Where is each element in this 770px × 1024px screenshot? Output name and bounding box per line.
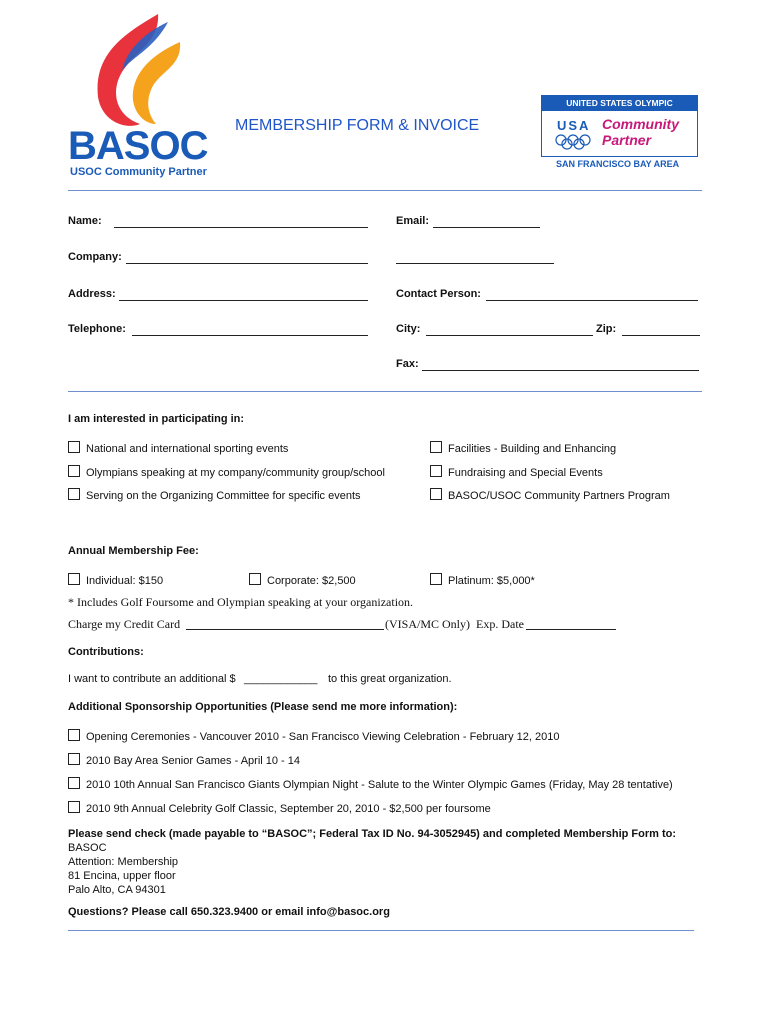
fee-note: * Includes Golf Foursome and Olympian speaking at your organization. bbox=[68, 595, 414, 609]
interest-label: Serving on the Organizing Committee for specific events bbox=[86, 490, 361, 502]
email-field[interactable] bbox=[433, 227, 540, 228]
sponsorship-checkbox[interactable] bbox=[68, 729, 80, 741]
fax-field[interactable] bbox=[422, 370, 699, 371]
interest-checkbox[interactable] bbox=[68, 488, 80, 500]
usa-community-partner-badge bbox=[541, 95, 698, 157]
sponsorship-checkbox[interactable] bbox=[68, 777, 80, 789]
badge-partner-text: Partner bbox=[602, 132, 652, 148]
interest-label: Olympians speaking at my company/community group/school bbox=[86, 467, 385, 479]
contact-person-field[interactable] bbox=[486, 300, 698, 301]
email-field-continued[interactable] bbox=[396, 263, 554, 264]
zip-label: Zip: bbox=[596, 323, 617, 335]
badge-top-text: UNITED STATES OLYMPIC bbox=[542, 96, 697, 111]
sponsorship-checkbox[interactable] bbox=[68, 801, 80, 813]
badge-bottom-text: SAN FRANCISCO BAY AREA bbox=[556, 159, 680, 169]
sponsorship-label: Opening Ceremonies - Vancouver 2010 - San Francisco Viewing Celebration - February 12, 2010 bbox=[86, 731, 560, 743]
sponsorship-label: 2010 Bay Area Senior Games - April 10 - 14 bbox=[86, 755, 301, 767]
fee-option-label: Platinum: $5,000* bbox=[448, 575, 535, 587]
city-field[interactable] bbox=[426, 335, 593, 336]
contribution-amount-field[interactable]: ____________ bbox=[244, 673, 318, 685]
contribution-text-after: to this great organization. bbox=[328, 673, 452, 685]
telephone-field[interactable] bbox=[132, 335, 368, 336]
fee-checkbox[interactable] bbox=[68, 573, 80, 585]
contributions-heading: Contributions: bbox=[68, 646, 144, 658]
credit-card-suffix: (VISA/MC Only) bbox=[385, 617, 471, 631]
sponsorship-label: 2010 9th Annual Celebrity Golf Classic, September 20, 2010 - $2,500 per foursome bbox=[86, 803, 491, 815]
mailing-address-line: Attention: Membership bbox=[68, 856, 179, 868]
fee-heading: Annual Membership Fee: bbox=[68, 545, 199, 557]
company-field[interactable] bbox=[126, 263, 368, 264]
mailing-address-line: 81 Encina, upper floor bbox=[68, 870, 176, 882]
fee-option-label: Individual: $150 bbox=[86, 575, 164, 587]
page-title: MEMBERSHIP FORM & INVOICE bbox=[235, 117, 480, 134]
badge-community-text: Community bbox=[602, 116, 679, 132]
fee-option-label: Corporate: $2,500 bbox=[267, 575, 356, 587]
olympic-rings-icon bbox=[554, 134, 598, 150]
name-label: Name: bbox=[68, 215, 102, 227]
credit-card-field[interactable] bbox=[186, 629, 384, 630]
badge-usa-text: USA bbox=[557, 118, 591, 133]
basoc-flame-logo-icon bbox=[88, 12, 188, 132]
interest-checkbox[interactable] bbox=[430, 441, 442, 453]
sponsorship-heading: Additional Sponsorship Opportunities (Please send me more information): bbox=[68, 701, 458, 713]
interest-checkbox[interactable] bbox=[68, 441, 80, 453]
interest-label: Fundraising and Special Events bbox=[448, 467, 603, 479]
company-label: Company: bbox=[68, 251, 122, 263]
name-field[interactable] bbox=[114, 227, 368, 228]
sponsorship-label: 2010 10th Annual San Francisco Giants Olympian Night - Salute to the Winter Olympic Games (Friday, May 28 tentative) bbox=[86, 779, 673, 791]
mailing-address-line: Palo Alto, CA 94301 bbox=[68, 884, 166, 896]
interest-label: BASOC/USOC Community Partners Program bbox=[448, 490, 670, 502]
mailing-address-line: BASOC bbox=[68, 842, 107, 854]
interest-label: Facilities - Building and Enhancing bbox=[448, 443, 617, 455]
send-check-note: Please send check (made payable to “BASOC”; Federal Tax ID No. 94-3052945) and completed Membership Form to: bbox=[68, 828, 677, 840]
city-label: City: bbox=[396, 323, 421, 335]
credit-card-label: Charge my Credit Card bbox=[68, 617, 181, 631]
interest-checkbox[interactable] bbox=[430, 488, 442, 500]
exp-date-field[interactable] bbox=[526, 629, 616, 630]
exp-date-label: Exp. Date bbox=[476, 617, 524, 631]
contact-person-label: Contact Person: bbox=[396, 288, 481, 300]
fee-checkbox[interactable] bbox=[249, 573, 261, 585]
interest-checkbox[interactable] bbox=[68, 465, 80, 477]
fee-checkbox[interactable] bbox=[430, 573, 442, 585]
telephone-label: Telephone: bbox=[68, 323, 126, 335]
footer-divider bbox=[68, 930, 694, 931]
contact-divider bbox=[68, 391, 702, 392]
interest-checkbox[interactable] bbox=[430, 465, 442, 477]
fax-label: Fax: bbox=[396, 358, 419, 370]
header-divider bbox=[68, 190, 702, 191]
logo-name: BASOC bbox=[68, 124, 208, 168]
interests-heading: I am interested in participating in: bbox=[68, 413, 245, 425]
questions-contact: Questions? Please call 650.323.9400 or email info@basoc.org bbox=[68, 906, 390, 918]
zip-field[interactable] bbox=[622, 335, 700, 336]
logo-tagline: USOC Community Partner bbox=[70, 166, 207, 178]
email-label: Email: bbox=[396, 215, 430, 227]
contribution-text-before: I want to contribute an additional $ bbox=[68, 673, 236, 685]
address-field[interactable] bbox=[119, 300, 368, 301]
address-label: Address: bbox=[68, 288, 116, 300]
sponsorship-checkbox[interactable] bbox=[68, 753, 80, 765]
interest-label: National and international sporting events bbox=[86, 443, 289, 455]
